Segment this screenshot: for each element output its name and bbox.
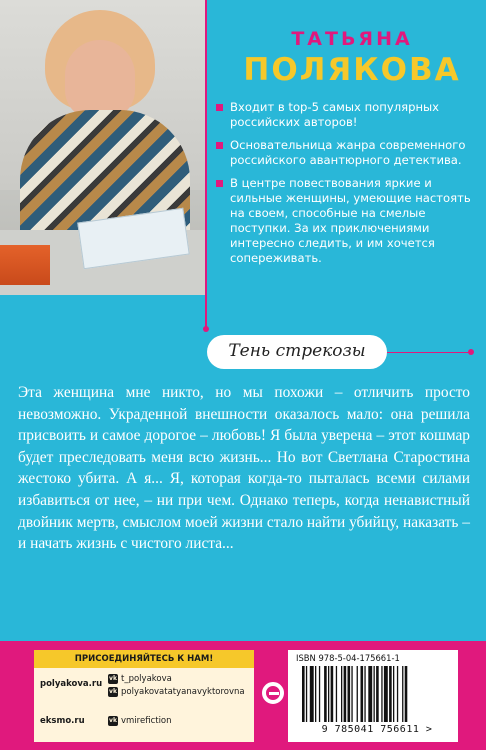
bullet-item: В центре повествования яркие и сильные женщины, умеющие настоять на своем, способные на смелые поступки. За их приключениями интересно следить, и им хочется сопереживать.	[216, 176, 478, 266]
photo-books	[0, 245, 50, 285]
barcode-bar	[357, 666, 358, 722]
barcode-bar	[361, 666, 364, 722]
author-bullets	[216, 100, 478, 274]
barcode-bar	[331, 666, 334, 722]
barcode-bar	[341, 666, 342, 722]
barcode-bar	[405, 666, 408, 722]
vk-link-vmirefiction[interactable]: vmirefiction	[121, 716, 172, 726]
barcode-bar	[381, 666, 382, 722]
barcode-bar	[344, 666, 347, 722]
barcode-bar	[324, 666, 327, 722]
publisher-logo-icon	[262, 682, 284, 704]
site-link-polyakova[interactable]: polyakova.ru	[40, 679, 103, 689]
isbn-number: ISBN 978-5-04-175661-1	[296, 653, 400, 663]
vk-link-polyakovatatyanavyktorovna[interactable]: polyakovatatyanavyktorovna	[121, 687, 245, 697]
barcode-bar	[302, 666, 305, 722]
barcode-bar	[351, 666, 352, 722]
barcode-digits: 9 785041 756611 >	[321, 724, 433, 735]
barcode-bar	[310, 666, 314, 722]
barcode-bar	[336, 666, 337, 722]
barcode-bar	[306, 666, 307, 722]
vk-icon: vk	[109, 717, 117, 724]
author-photo	[0, 0, 205, 295]
vk-icon: vk	[109, 688, 117, 695]
barcode-bar	[393, 666, 394, 722]
book-title: Тень стрекозы	[228, 341, 366, 361]
title-line-dot	[468, 349, 474, 355]
barcode-bar	[384, 666, 388, 722]
bullet-item: Входит в top-5 самых популярных российских авторов!	[216, 100, 478, 130]
vk-icon: vk	[109, 675, 117, 682]
author-last-name: ПОЛЯКОВА	[243, 52, 461, 88]
bullet-item: Основательница жанра современного российского авантюрного детектива.	[216, 138, 478, 168]
vertical-divider	[205, 0, 207, 330]
barcode-icon	[300, 666, 450, 722]
barcode-bar	[315, 666, 316, 722]
barcode-bar	[402, 666, 403, 722]
vk-link-t-polyakova[interactable]: t_polyakova	[121, 674, 172, 684]
barcode-bar	[328, 666, 329, 722]
barcode-bar	[368, 666, 372, 722]
barcode-bar	[374, 666, 375, 722]
site-link-eksmo[interactable]: eksmo.ru	[40, 716, 85, 726]
barcode-bar	[397, 666, 398, 722]
social-heading: ПРИСОЕДИНЯЙТЕСЬ К НАМ!	[34, 650, 254, 668]
barcode-bar	[389, 666, 392, 722]
annotation-text: Эта женщина мне никто, но мы похожи – отличить просто невозможно. Украденной внешности оказалось мало: она решила присвоить и самое дорогое – любовь! Я была уверена – этот кошмар будет преследовать меня всю жизнь... Но вот Светлана Старостина жестоко убита. А я... Я, которая когда-то пыталась всеми силами избавиться от нее, – ни при чем. Однако теперь, когда ненавистный двойник мертв, смыслом моей жизни стало найти убийцу, наказать – и начать жизнь с чистого листа...	[18, 384, 470, 553]
barcode-bar	[376, 666, 379, 722]
divider-dot	[203, 326, 209, 332]
barcode-bar	[319, 666, 320, 722]
barcode-bar	[348, 666, 351, 722]
barcode-bar	[364, 666, 365, 722]
photo-face	[65, 40, 135, 120]
author-first-name: ТАТЬЯНА	[291, 28, 413, 50]
